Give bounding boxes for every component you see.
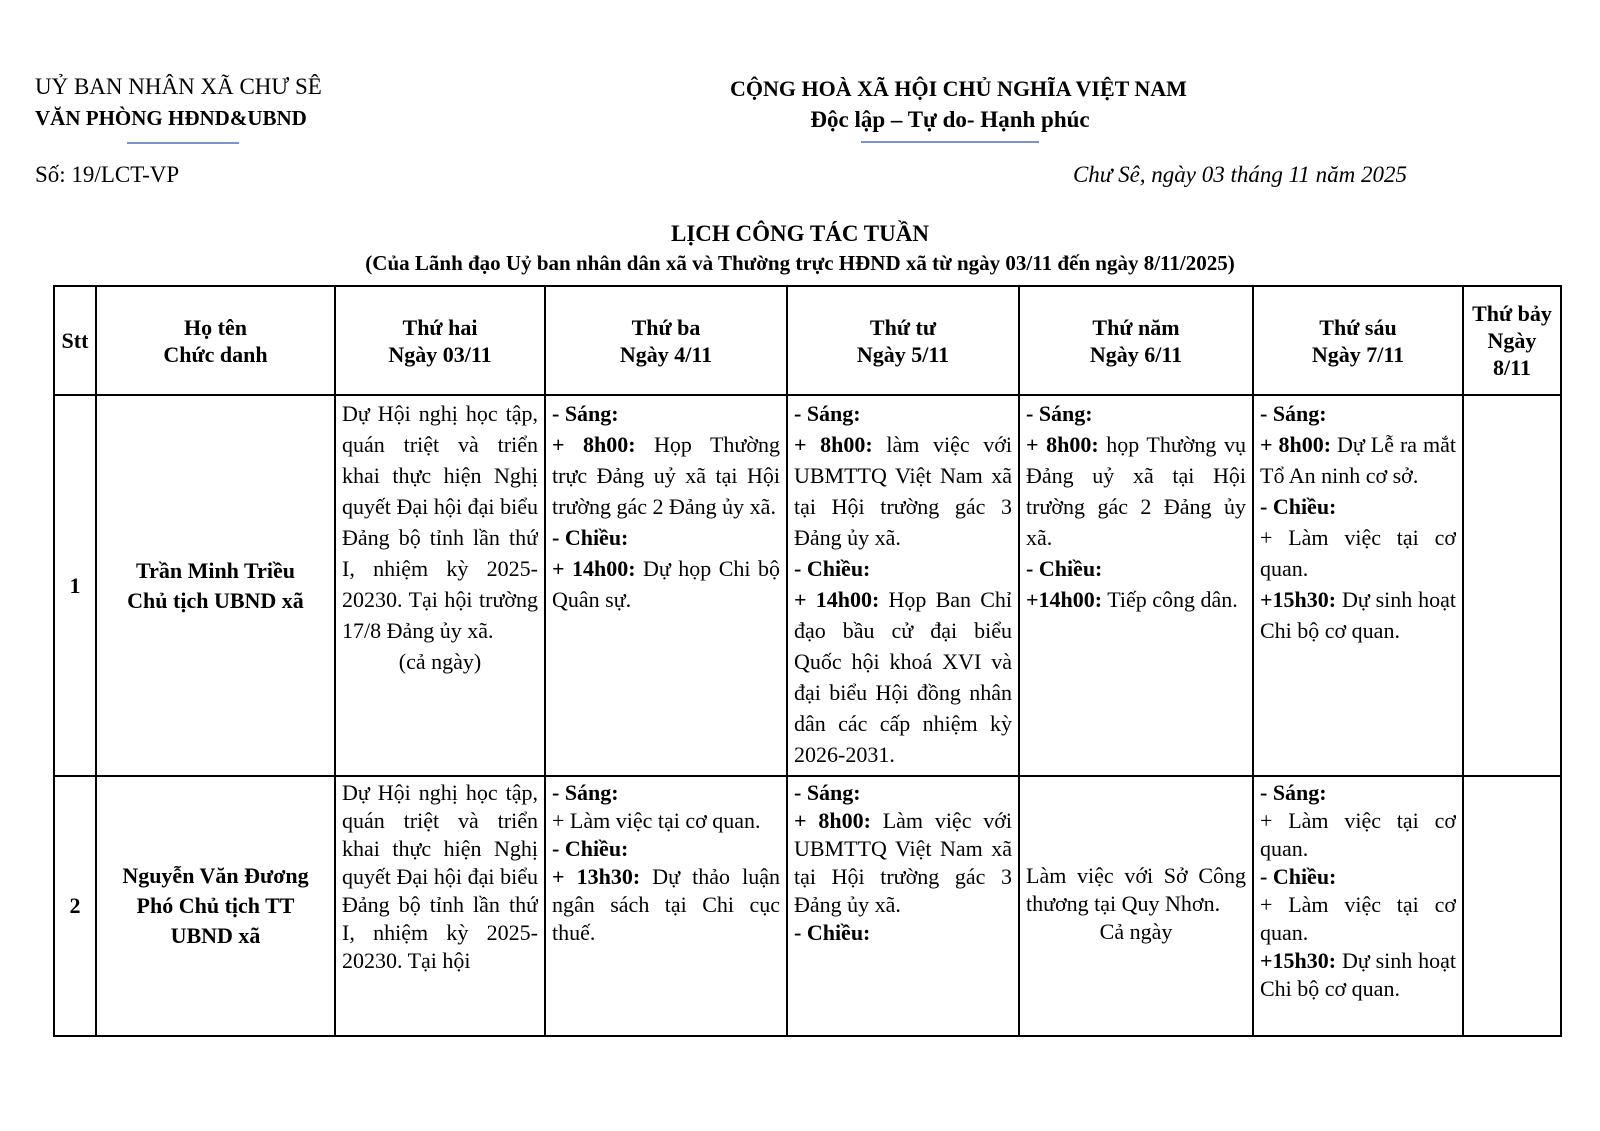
cell-mon-row2: Dự Hội nghị học tập, quán triệt và triển khai thực hiện Nghị quyết Đại hội đại biểu Đảng bộ tỉnh lần thứ I, nhiệm kỳ 2025-20230. Tại hội	[335, 776, 545, 1036]
cell-mon-row1: Dự Hội nghị học tập, quán triệt và triển khai thực hiện Nghị quyết Đại hội đại biểu Đảng bộ tỉnh lần thứ I, nhiệm kỳ 2025-20230. Tại hội trường 17/8 Đảng ủy xã. (cả ngày)	[335, 395, 545, 776]
name-cell-row2: Nguyễn Văn Đương Phó Chủ tịch TT UBND xã	[96, 776, 335, 1036]
cell-thu-row1: - Sáng: + 8h00: họp Thường vụ Đảng uỷ xã tại Hội trường gác 2 Đảng ủy xã. - Chiều: +14h00: Tiếp công dân.	[1019, 395, 1253, 776]
page-subtitle: (Của Lãnh đạo Uỷ ban nhân dân xã và Thường trực HĐND xã từ ngày 03/11 đến ngày 8/11/2025)	[365, 251, 1235, 275]
national-motto-line1: CỘNG HOÀ XÃ HỘI CHỦ NGHĨA VIỆT NAM	[730, 76, 1187, 101]
column-header-fri: Thứ sáu Ngày 7/11	[1253, 286, 1463, 395]
column-header-sat: Thứ bảy Ngày 8/11	[1463, 286, 1561, 395]
org-underline	[127, 142, 239, 144]
schedule-row-1	[54, 395, 1561, 776]
national-underline	[861, 141, 1039, 143]
column-header-tue: Thứ ba Ngày 4/11	[545, 286, 787, 395]
column-header-name: Họ tên Chức danh	[96, 286, 335, 395]
cell-sat-row2	[1463, 776, 1561, 1036]
column-header-stt: Stt	[54, 286, 96, 395]
column-header-thu: Thứ năm Ngày 6/11	[1019, 286, 1253, 395]
column-header-wed: Thứ tư Ngày 5/11	[787, 286, 1019, 395]
name-cell-row1: Trần Minh Triều Chủ tịch UBND xã	[96, 395, 335, 776]
cell-wed-row1: - Sáng: + 8h00: làm việc với UBMTTQ Việt Nam xã tại Hội trường gác 3 Đảng ủy xã. - Chiều: + 14h00: Họp Ban Chỉ đạo bầu cử đại biểu Quốc hội khoá XVI và đại biểu Hội đồng nhân dân các cấp nhiệm kỳ 2026-2031.	[787, 395, 1019, 776]
cell-wed-row2: - Sáng: + 8h00: Làm việc với UBMTTQ Việt Nam xã tại Hội trường gác 3 Đảng ủy xã. - Chiều:	[787, 776, 1019, 1036]
org-header-block	[35, 74, 322, 144]
cell-tue-row1: - Sáng: + 8h00: Họp Thường trực Đảng uỷ xã tại Hội trường gác 2 Đảng ủy xã. - Chiều: + 14h00: Dự họp Chi bộ Quân sự.	[545, 395, 787, 776]
page-title: LỊCH CÔNG TÁC TUẦN	[671, 221, 929, 246]
header-row	[54, 286, 1561, 395]
document-number: Số: 19/LCT-VP	[35, 162, 180, 187]
stt-cell-row1: 1	[54, 395, 96, 776]
schedule-table-body	[54, 395, 1561, 1036]
schedule-table-header	[54, 286, 1561, 395]
schedule-row-2	[54, 776, 1561, 1036]
cell-sat-row1	[1463, 395, 1561, 776]
stt-cell-row2: 2	[54, 776, 96, 1036]
org-name: UỶ BAN NHÂN XÃ CHƯ SÊ	[35, 74, 322, 99]
cell-fri-row1: - Sáng: + 8h00: Dự Lễ ra mắt Tổ An ninh cơ sở. - Chiều: + Làm việc tại cơ quan. +15h30: Dự sinh hoạt Chi bộ cơ quan.	[1253, 395, 1463, 776]
cell-fri-row2: - Sáng: + Làm việc tại cơ quan. - Chiều: + Làm việc tại cơ quan. +15h30: Dự sinh hoạt Chi bộ cơ quan.	[1253, 776, 1463, 1036]
national-header-block	[730, 76, 1187, 143]
org-office: VĂN PHÒNG HĐND&UBND	[35, 106, 307, 130]
national-motto-line2: Độc lập – Tự do- Hạnh phúc	[810, 107, 1090, 132]
cell-thu-row2: Làm việc với Sở Công thương tại Quy Nhơn. Cả ngày	[1019, 776, 1253, 1036]
column-header-mon: Thứ hai Ngày 03/11	[335, 286, 545, 395]
cell-tue-row2: - Sáng: + Làm việc tại cơ quan. - Chiều: + 13h30: Dự thảo luận ngân sách tại Chi cục thuế.	[545, 776, 787, 1036]
schedule-table	[53, 285, 1562, 1037]
date-line: Chư Sê, ngày 03 tháng 11 năm 2025	[1072, 162, 1408, 187]
